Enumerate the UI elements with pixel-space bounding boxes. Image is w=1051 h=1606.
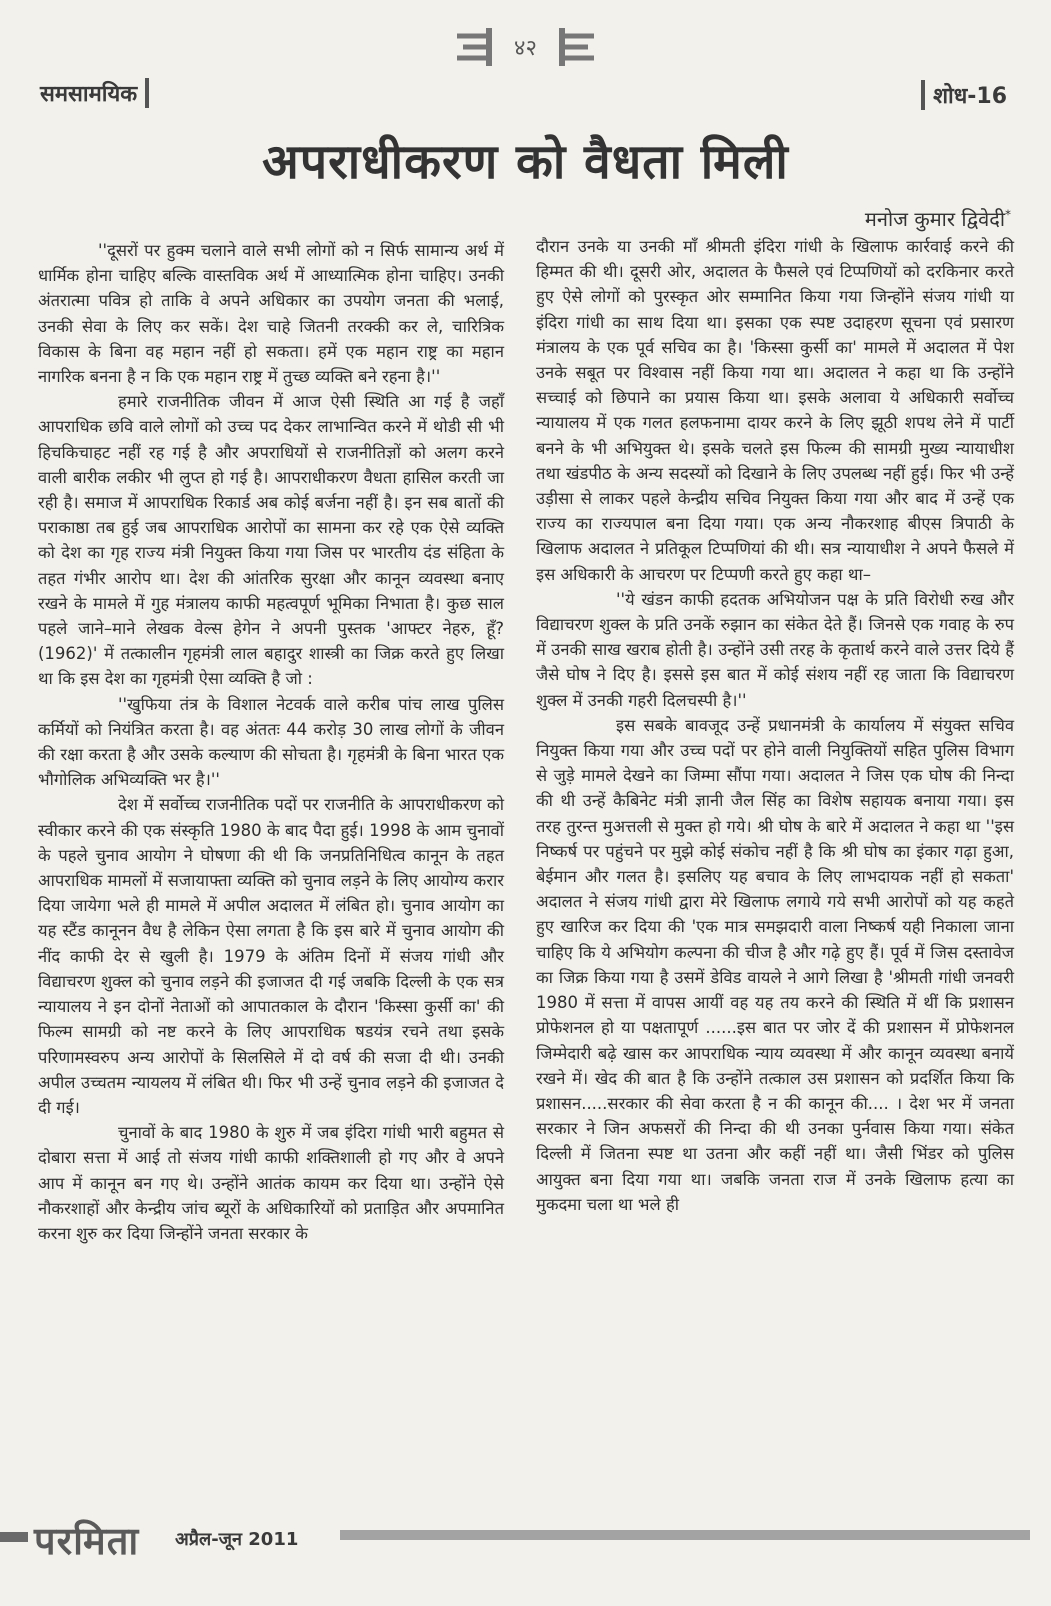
paragraph: देश में सर्वोच्च राजनीतिक पदों पर राजनीति के आपराधीकरण को स्वीकार करने की एक संस्कृति 1980 के बाद पैदा हुई। 1998 के आम चुनावों के पहले चुनाव आयोग ने घोषणा की थी कि जनप्रतिनिधित्व कानून के तहत आपराधिक मामलों में सजायाफ्ता व्यक्ति को चुनाव लड़ने के लिए आयोग्य करार दिया जायेगा भले ही मामले में अपील अदालत में लंबित हो। चुनाव आयोग का यह स्टैंड कानूनन वैध है लेकिन ऐसा लगता है कि इस बारे में चुनाव आयोग की नींद काफी देर से खुली है। 1979 के अंतिम दिनों में संजय गांधी और विद्याचरण शुक्ल को चुनाव लड़ने की इजाजत दी गई जबकि दिल्ली के एक सत्र न्यायालय ने इन दोनों नेताओं को आपातकाल के दौरान 'किस्सा कुर्सी का' की फिल्म सामग्री को नष्ट करने के लिए आपराधिक षडयंत्र रचने तथा इसके परिणामस्वरुप अन्य आरोपों के सिलसिले में दो वर्ष की सजा दी थी। उनकी अपील उच्चतम न्यायलय में लंबित थी। फिर भी उन्हें चुनाव लड़ने की इजाजत दे दी गई। bbox=[38, 795, 504, 1117]
paragraph: चुनावों के बाद 1980 के शुरु में जब इंदिरा गांधी भारी बहुमत से दोबारा सत्ता में आई तो संजय गांधी काफी शक्तिशाली हो गए और वे अपने आप में कानून बन गए थे। उन्होंने आतंक कायम कर दिया था। उन्होंने ऐसे नौकरशाहों और केन्द्रीय जांच ब्यूरों के अधिकारियों को प्रताड़ित और अपमानित करना शुरु कर दिया जिन्होंने जनता सरकार के bbox=[38, 1123, 504, 1243]
page-footer bbox=[0, 1514, 1051, 1564]
right-column bbox=[536, 234, 1014, 1217]
article-title: अपराधीकरण को वैधता मिली bbox=[262, 134, 789, 190]
section-label: समसामयिक bbox=[40, 78, 149, 108]
paragraph: ''दूसरों पर हुक्म चलाने वाले सभी लोगों को न सिर्फ सामान्य अर्थ में धार्मिक होना चाहिए बल्कि वास्तविक अर्थ में आध्यात्मिक होना चाहिए। उनकी अंतरात्मा पवित्र हो ताकि वे अपने अधिकार का उपयोग जनता की भलाई, उनकी सेवा के लिए कर सकें। देश चाहे जितनी तरक्की कर ले, चारित्रिक विकास के बिना वह महान नहीं हो सकता। हमें एक महान राष्ट्र का महान नागरिक बनना है न कि एक महान राष्ट्र में तुच्छ व्यक्ति बने रहना है।'' bbox=[38, 241, 504, 387]
left-column bbox=[38, 238, 504, 1246]
paragraph: ''खुफिया तंत्र के विशाल नेटवर्क वाले करीब पांच लाख पुलिस कर्मियों को नियंत्रित करता है। वह अंततः 44 करोड़ 30 लाख लोगों के जीवन की रक्षा करता है और उसके कल्याण की सोचता है। गृहमंत्री के बिना भारत एक भौगोलिक अभिव्यक्ति भर है।'' bbox=[38, 694, 504, 790]
article-author bbox=[865, 205, 1011, 232]
author-name: मनोज कुमार द्विवेदी bbox=[864, 207, 1005, 231]
magazine-name: परमिता bbox=[34, 1519, 140, 1563]
issue-date: अप्रैल-जून 2011 bbox=[175, 1529, 299, 1550]
footer-rule-right bbox=[340, 1530, 1030, 1540]
right-bracket-icon bbox=[556, 22, 602, 72]
author-footnote-mark: * bbox=[1005, 207, 1011, 222]
footer-rule-left bbox=[0, 1532, 28, 1542]
series-label: शोध-16 bbox=[921, 80, 1007, 110]
paragraph: इस सबके बावजूद उन्हें प्रधानमंत्री के कार्यालय में संयुक्त सचिव नियुक्त किया गया और उच्च पदों पर होने वाली नियुक्तियों सहित पुलिस विभाग से जुड़े मामले देखने का जिम्मा सौंपा गया। अदालत ने जिस एक घोष की निन्दा की थी उन्हें कैबिनेट मंत्री ज्ञानी जैल सिंह का विशेष सहायक बनाया गया। इस तरह तुरन्त मुअत्तली से मुक्त हो गये। श्री घोष के बारे में अदालत ने कहा था ''इस निष्कर्ष पर पहुंचने पर मुझे कोई संकोच नहीं है कि श्री घोष का इंकार गढ़ा हुआ, बेईमान और गलत है। इसलिए यह बचाव के लिए लाभदायक नहीं हो सकता' अदालत ने संजय गांधी द्वारा मेरे खिलाफ लगाये गये सभी आरोपों को यह कहते हुए खारिज कर दिया की 'एक मात्र समझदारी वाला निष्कर्ष यही निकाला जाना चाहिए कि ये अभियोग कल्पना की चीज है और गढ़े हुए हैं। पूर्व में जिस दस्तावेज का जिक्र किया गया है उसमें डेविड वायले ने आगे लिखा है 'श्रीमती गांधी जनवरी 1980 में सत्ता में वापस आयीं वह यह तय करने की स्थिति में थीं कि प्रशासन प्रोफेशनल हो या पक्षतापूर्ण ......इस बात पर जोर दें की प्रशासन में प्रोफेशनल जिम्मेदारी बढ़े खास कर आपराधिक न्याय व्यवस्था में और कानून व्यवस्था बनायें रखने में। खेद की बात है कि उन्होंने तत्काल उस प्रशासन को प्रदर्शित किया कि प्रशासन.....सरकार की सेवा करता है न की कानून की.... । देश भर में जनता सरकार ने जिन अफसरों की निन्दा की थी उनका पुर्नवास किया गया। संकेत दिल्ली में जितना स्पष्ट था उतना और कहीं नहीं था। जैसी भिंडर को पुलिस आयुक्त बना दिया गया था। जबकि जनता राज में उनके खिलाफ हत्या का मुकदमा चला था भले ही bbox=[536, 715, 1014, 1214]
left-bracket-icon bbox=[449, 22, 495, 72]
page-number: ४२ bbox=[514, 36, 537, 61]
page-number-ornament bbox=[0, 22, 1051, 72]
paragraph: दौरान उनके या उनकी माँ श्रीमती इंदिरा गांधी के खिलाफ कार्रवाई करने की हिम्मत की थी। दूसरी ओर, अदालत के फैसले एवं टिप्पणियों को दरकिनार करते हुए ऐसे लोगों को पुरस्कृत ओर सम्मानित किया गया जिन्होंने संजय गांधी या इंदिरा गांधी का साथ दिया था। इसका एक स्पष्ट उदाहरण सूचना एवं प्रसारण मंत्रालय के एक पूर्व सचिव का है। 'किस्सा कुर्सी का' मामले में अदालत में पेश उनके सबूत पर विश्वास नहीं किया गया था। अदालत ने कहा था कि उन्होंने सच्चाई को छिपाने का प्रयास किया था। इसके अलावा ये अधिकारी सर्वोच्च न्यायालय में एक गलत हलफनामा दायर करने के लिए झूठी शपथ लेने में पार्टी बनने के भी अभियुक्त थे। इसके चलते इस फिल्म की सामग्री मुख्य न्यायाधीश तथा खंडपीठ के अन्य सदस्यों को दिखाने के लिए उपलब्ध नहीं हुई। फिर भी उन्हें उड़ीसा से लाकर पहले केन्द्रीय सचिव नियुक्त किया गया और बाद में उन्हें एक राज्य का राज्यपाल बना दिया गया। एक अन्य नौकरशाह बीएस त्रिपाठी के खिलाफ अदालत ने प्रतिकूल टिप्पणियां की थी। सत्र न्यायाधीश ने अपने फैसले में इस अधिकारी के आचरण पर टिप्पणी करते हुए कहा था– bbox=[536, 237, 1014, 584]
paragraph: हमारे राजनीतिक जीवन में आज ऐसी स्थिति आ गई है जहाँ आपराधिक छवि वाले लोगों को उच्च पद देकर लाभान्वित करने में थोडी सी भी हिचकिचाहट नहीं रह गई है और अपराधियों से राजनीतिज्ञों को अलग करने वाली बारीक लकीर भी लुप्त हो गई है। आपराधीकरण वैधता हासिल करती जा रही है। समाज में आपराधिक रिकार्ड अब कोई बर्जना नहीं है। इन सब बातों की पराकाष्ठा तब हुई जब आपराधिक आरोपों का सामना कर रहे एक ऐसे व्यक्ति को देश का गृह राज्य मंत्री नियुक्त किया गया जिस पर भारतीय दंड संहिता के तहत गंभीर आरोप था। देश की आंतरिक सुरक्षा और कानून व्यवस्था बनाए रखने के मामले में गुह मंत्रालय काफी महत्वपूर्ण भूमिका निभाता है। कुछ साल पहले जाने–माने लेखक वेल्स हेगेन ने अपनी पुस्तक 'आफ्टर नेहरु, हूँ? (1962)' में तत्कालीन गृहमंत्री लाल बहादुर शास्त्री का जिक्र करते हुए लिखा था कि इस देश का गृहमंत्री ऐसा व्यक्ति है जो : bbox=[38, 392, 504, 689]
paragraph: ''ये खंडन काफी हदतक अभियोजन पक्ष के प्रति विरोधी रुख और विद्याचरण शुक्ल के प्रति उनकें रुझान का संकेत देते हैं। जिनसे एक गवाह के रुप में उनकी साख खराब होती है। उन्होंने उसी तरह के कृतार्थ करने वाले उत्तर दिये हैं जैसे घोष ने दिए है। इससे इस बात में कोई संशय नहीं रह जाता कि विद्याचरण शुक्ल में उनकी गहरी दिलचस्पी है।'' bbox=[536, 589, 1014, 710]
